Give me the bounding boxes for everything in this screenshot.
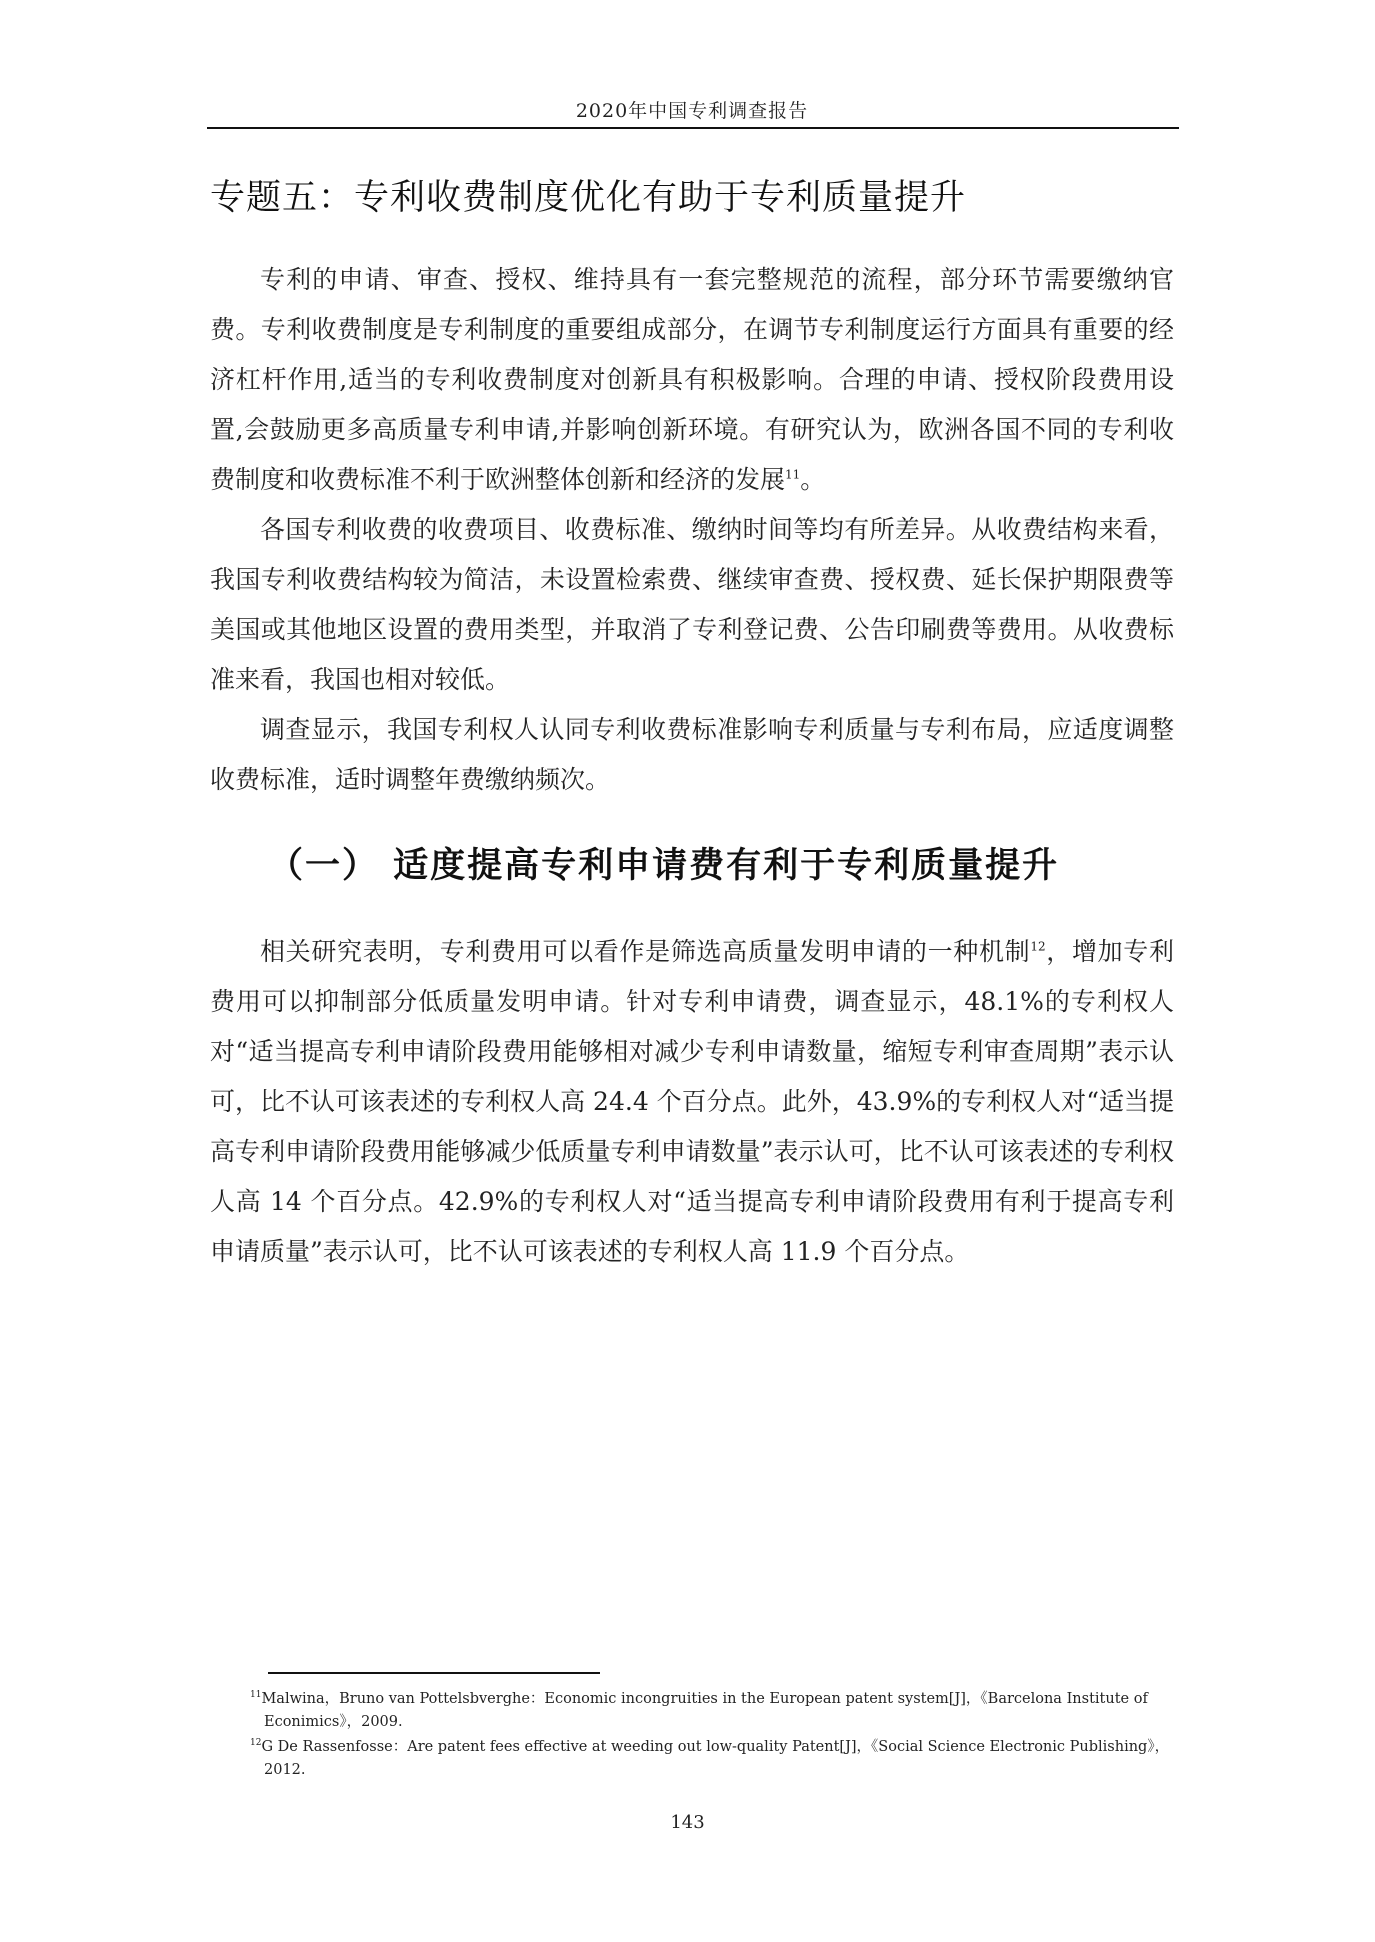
- footnote-11: [250, 1688, 1180, 1734]
- footnote-ref-12: 12: [1030, 939, 1046, 954]
- footnote-ref-11: 11: [785, 467, 801, 482]
- paragraph-3: 调查显示，我国专利权人认同专利收费标准影响专利质量与专利布局，应适度调整收费标准，适时调整年费缴纳频次。: [210, 715, 1174, 794]
- footnote-rule: [268, 1672, 600, 1674]
- paragraph-2: 各国专利收费的收费项目、收费标准、缴纳时间等均有所差异。从收费结构来看，我国专利收费结构较为简洁，未设置检索费、继续审查费、授权费、延长保护期限费等美国或其他地区设置的费用类型，并取消了专利登记费、公告印刷费等费用。从收费标准来看，我国也相对较低。: [210, 515, 1174, 694]
- paragraph-4-text-a: 相关研究表明，专利费用可以看作是筛选高质量发明申请的一种机制: [260, 937, 1031, 966]
- header-rule: [207, 127, 1179, 129]
- paragraph-1-tail: 。: [800, 465, 826, 494]
- footnotes: [250, 1688, 1180, 1784]
- paragraph-4: [210, 927, 1174, 1277]
- footnote-11-number: 11: [250, 1690, 262, 1701]
- running-header: 2020年中国专利调查报告: [575, 100, 809, 122]
- subsection-title: （一） 适度提高专利申请费有利于专利质量提升: [268, 846, 1060, 886]
- paragraph-1: [210, 255, 1174, 505]
- page-number: 143: [670, 1812, 705, 1833]
- paragraph-1-text: 专利的申请、审查、授权、维持具有一套完整规范的流程，部分环节需要缴纳官费。专利收费制度是专利制度的重要组成部分，在调节专利制度运行方面具有重要的经济杠杆作用,适当的专利收费制度对创新具有积极影响。合理的申请、授权阶段费用设置,会鼓励更多高质量专利申请,并影响创新环境。有研究认为，欧洲各国不同的专利收费制度和收费标准不利于欧洲整体创新和经济的发展: [210, 265, 1174, 494]
- footnote-11-text: Malwina，Bruno van Pottelsbverghe：Economic incongruities in the European patent system[J]，《Barcelona Institute of Econimics》，2009.: [261, 1691, 1148, 1730]
- footnote-12: [250, 1736, 1180, 1782]
- section-body: [210, 255, 1174, 805]
- subsection-body: [210, 927, 1174, 1277]
- footnote-12-number: 12: [250, 1738, 262, 1749]
- footnote-12-text: G De Rassenfosse：Are patent fees effective at weeding out low-quality Patent[J]，《Social Science Electronic Publishing》，2012.: [261, 1739, 1170, 1778]
- section-title: 专题五：专利收费制度优化有助于专利质量提升: [210, 178, 967, 218]
- paragraph-4-text-b: ，增加专利费用可以抑制部分低质量发明申请。针对专利申请费，调查显示，48.1%的专利权人对“适当提高专利申请阶段费用能够相对减少专利申请数量，缩短专利审查周期”表示认可，比不认可该表述的专利权人高 24.4 个百分点。此外，43.9%的专利权人对“适当提高专利申请阶段费用能够减少低质量专利申请数量”表示认可，比不认可该表述的专利权人高 14 个百分点。42.9%的专利权人对“适当提高专利申请阶段费用有利于提高专利申请质量”表示认可，比不认可该表述的专利权人高 11.9 个百分点。: [210, 937, 1174, 1266]
